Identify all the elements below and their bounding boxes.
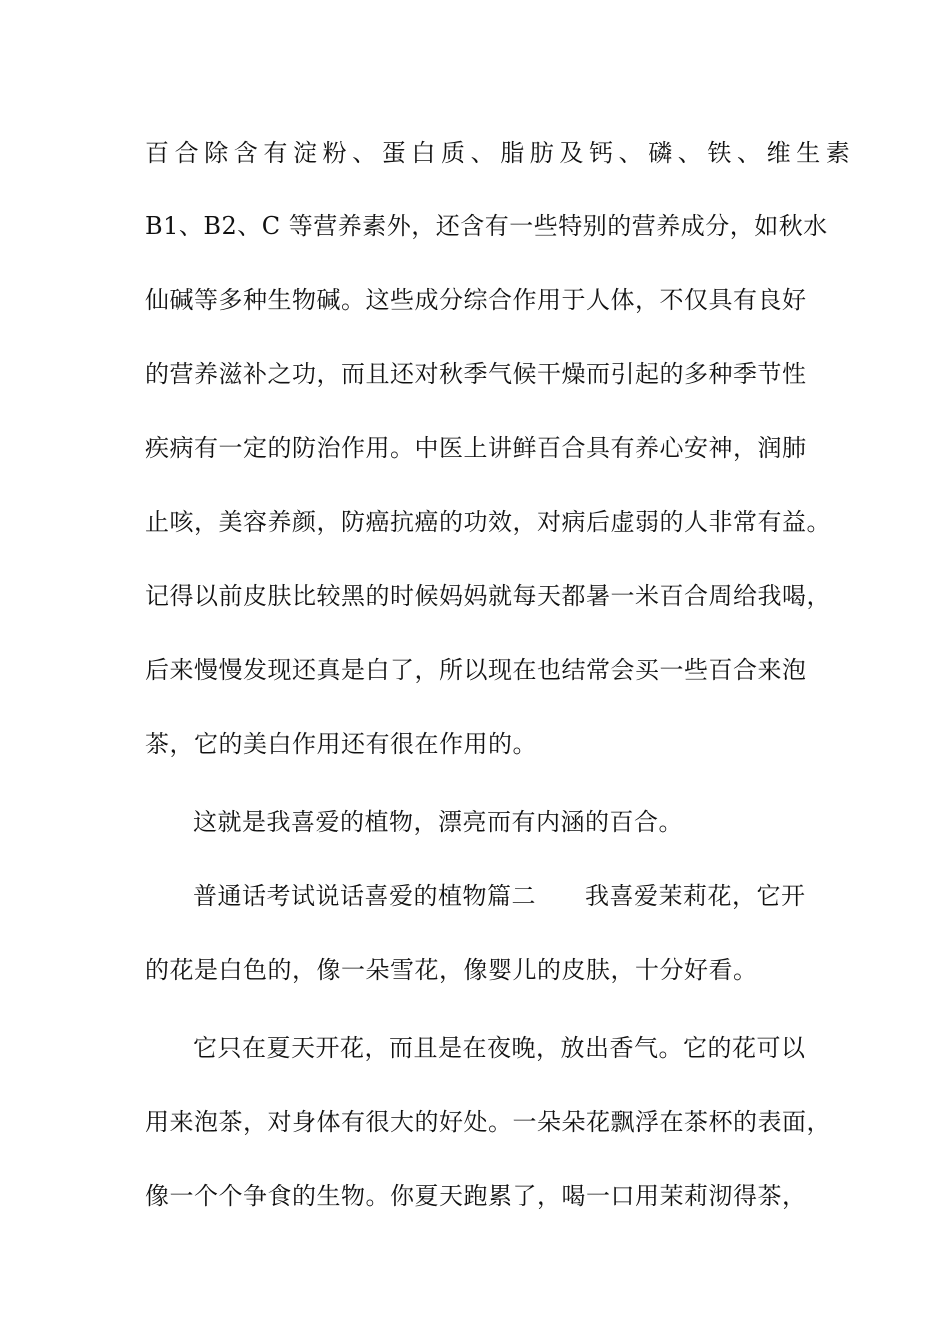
text-line: 百合除含有淀粉、蛋白质、脂肪及钙、磷、铁、维生素: [145, 139, 856, 167]
text-line: B1、B2、C 等营养素外，还含有一些特别的营养成分，如秋水: [145, 212, 828, 240]
text-line: 它只在夏天开花，而且是在夜晚，放出香气。它的花可以: [193, 1034, 806, 1062]
text-line: 普通话考试说话喜爱的植物篇二 我喜爱茉莉花，它开: [193, 882, 806, 910]
text-line: 疾病有一定的防治作用。中医上讲鲜百合具有养心安神，润肺: [145, 434, 807, 462]
text-line: 用来泡茶，对身体有很大的好处。一朵朵花飘浮在茶杯的表面，: [145, 1108, 831, 1136]
text-line: 这就是我喜爱的植物，漂亮而有内涵的百合。: [193, 808, 683, 836]
text-line: 仙碱等多种生物碱。这些成分综合作用于人体，不仅具有良好: [145, 286, 807, 314]
text-line: 像一个个争食的生物。你夏天跑累了，喝一口用茉莉沏得茶，: [145, 1182, 807, 1210]
text-line: 茶，它的美白作用还有很在作用的。: [145, 730, 537, 758]
text-line: 的营养滋补之功，而且还对秋季气候干燥而引起的多种季节性: [145, 360, 807, 388]
text-line: 记得以前皮肤比较黑的时候妈妈就每天都暑一米百合周给我喝，: [145, 582, 831, 610]
text-line: 的花是白色的，像一朵雪花，像婴儿的皮肤，十分好看。: [145, 956, 758, 984]
text-line: 后来慢慢发现还真是白了，所以现在也结常会买一些百合来泡: [145, 656, 807, 684]
text-line: 止咳，美容养颜，防癌抗癌的功效，对病后虚弱的人非常有益。: [145, 508, 831, 536]
